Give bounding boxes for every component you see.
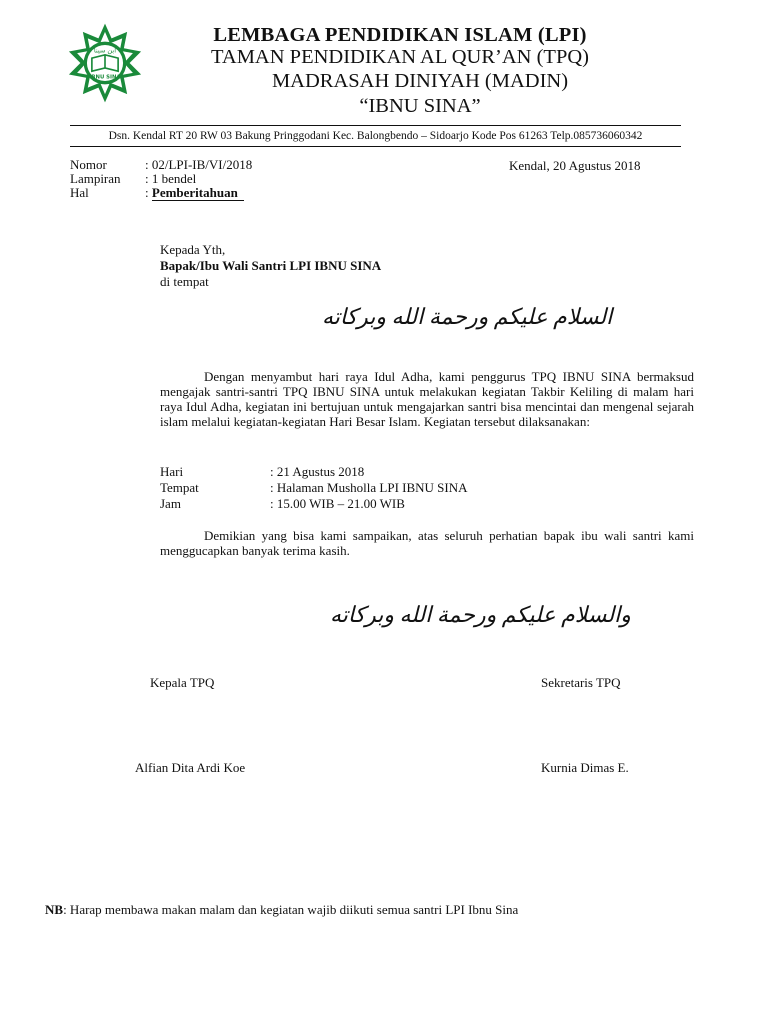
recipient-greeting: Kepada Yth,	[160, 242, 226, 257]
institution-subtitle-ibnu-sina: “IBNU SINA”	[359, 95, 481, 117]
body-paragraph-closing-text: Demikian yang bisa kami sampaikan, atas seluruh perhatian bapak ibu wali santri kami menggucapkan banyak terima kasih.	[160, 528, 694, 558]
note-label: NB	[45, 902, 64, 917]
letter-date: Kendal, 20 Agustus 2018	[509, 158, 641, 173]
event-time-value: : 15.00 WIB – 21.00 WIB	[270, 496, 405, 511]
event-place-value: : Halaman Musholla LPI IBNU SINA	[270, 480, 468, 495]
event-place-label: Tempat	[160, 480, 199, 495]
body-paragraph-closing	[160, 528, 694, 558]
recipient-place: di tempat	[160, 274, 209, 289]
logo-arabic-text: ابن سينا	[93, 46, 117, 55]
salam-closing: والسلام عليكم ورحمة الله وبركاته	[330, 602, 631, 627]
logo-text: IBNU SINA	[89, 74, 121, 81]
event-day-value: : 21 Agustus 2018	[270, 464, 365, 479]
header-divider-top	[70, 125, 681, 126]
recipient-name: Bapak/Ibu Wali Santri LPI IBNU SINA	[160, 258, 382, 273]
hal-label: Hal	[70, 185, 89, 200]
institution-name: LEMBAGA PENDIDIKAN ISLAM (LPI)	[213, 24, 587, 46]
note-text: : Harap membawa makan malam dan kegiatan wajib diikuti semua santri LPI Ibnu Sina	[63, 902, 519, 917]
signature-left-name: Alfian Dita Ardi Koe	[135, 760, 246, 775]
salam-opening: السلام عليكم ورحمة الله وبركاته	[322, 304, 613, 329]
signature-right-title: Sekretaris TPQ	[541, 675, 621, 690]
signature-left-title: Kepala TPQ	[150, 675, 215, 690]
signature-right-name: Kurnia Dimas E.	[541, 760, 629, 775]
header-divider-bottom	[70, 146, 681, 147]
event-day-label: Hari	[160, 464, 184, 479]
note	[45, 902, 518, 917]
body-paragraph-intro	[160, 369, 694, 429]
hal-colon: :	[145, 185, 152, 200]
institution-subtitle-madin: MADRASAH DINIYAH (MADIN)	[271, 70, 569, 92]
nomor-label: Nomor	[70, 157, 107, 172]
event-time-label: Jam	[160, 496, 181, 511]
body-paragraph-intro-text: Dengan menyambut hari raya Idul Adha, kami penggurus TPQ IBNU SINA bermaksud mengajak santri-santri TPQ IBNU SINA untuk melakukan kegiatan Takbir Keliling di malam hari raya Idul Adha, kegiatan ini bertujuan untuk mengajarkan santri bisa mencintai dan mengenal sejarah islam melalui kegiatan-kegiatan Hari Besar Islam. Kegiatan tersebut dilaksanakan:	[160, 369, 694, 429]
institution-address: Dsn. Kendal RT 20 RW 03 Bakung Pringgodani Kec. Balongbendo – Sidoarjo Kode Pos 61263 Telp.085736060342	[108, 130, 643, 142]
nomor-value: : 02/LPI-IB/VI/2018	[145, 157, 253, 172]
hal-field	[145, 186, 244, 200]
hal-value: Pemberitahuan	[152, 185, 244, 201]
institution-subtitle-tpq: TAMAN PENDIDIKAN AL QUR’AN (TPQ)	[211, 46, 589, 68]
lampiran-value: : 1 bendel	[145, 171, 197, 186]
lampiran-label: Lampiran	[70, 171, 121, 186]
